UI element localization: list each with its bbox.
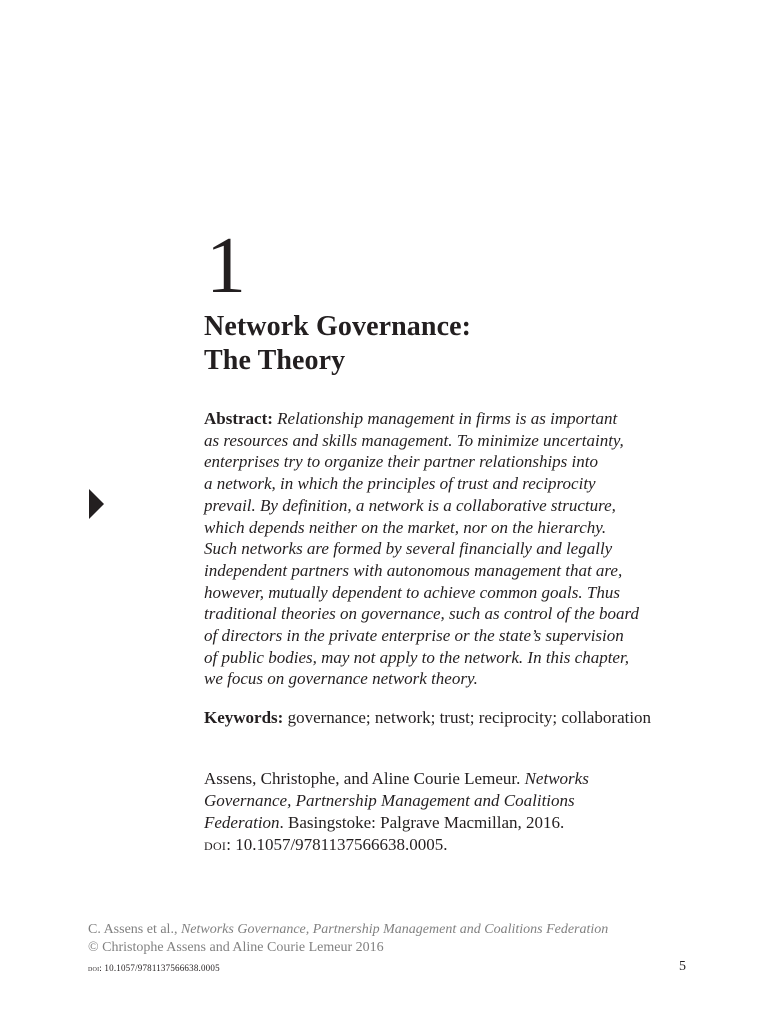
- abstract-line: Such networks are formed by several financially and legally: [204, 539, 613, 559]
- citation-authors: Assens, Christophe, and Aline Courie Lemeur.: [204, 769, 525, 788]
- footer-book-title: Networks Governance, Partnership Management and Coalitions Federation: [180, 922, 609, 937]
- page-marker-arrow-icon: [89, 489, 104, 519]
- abstract-line: which depends neither on the market, nor on the hierarchy.: [204, 517, 607, 537]
- citation-line-2: [204, 790, 684, 812]
- page-number: 5: [679, 959, 686, 974]
- keywords-text: governance; network; trust; reciprocity; collaboration: [283, 708, 652, 727]
- citation-line-3: [204, 812, 684, 834]
- abstract-line: independent partners with autonomous management that are,: [204, 560, 623, 580]
- chapter-title-line-2: The Theory: [204, 345, 346, 376]
- abstract-line: however, mutually dependent to achieve common goals. Thus: [204, 582, 620, 602]
- footer-doi: doi: 10.1057/9781137566638.0005: [88, 963, 220, 973]
- citation-publisher: . Basingstoke: Palgrave Macmillan, 2016.: [279, 813, 565, 832]
- abstract-line: prevail. By definition, a network is a collaborative structure,: [204, 495, 616, 515]
- abstract-line: traditional theories on governance, such as control of the board: [204, 604, 640, 624]
- abstract-label: Abstract:: [204, 409, 273, 428]
- footer-authors: C. Assens et al.,: [88, 922, 181, 937]
- abstract-line: as resources and skills management. To minimize uncertainty,: [204, 430, 624, 450]
- citation-doi-label: doi: [204, 835, 227, 854]
- keywords-label: Keywords:: [204, 708, 284, 727]
- citation: [204, 768, 684, 856]
- abstract-line: of public bodies, may not apply to the network. In this chapter,: [204, 647, 629, 667]
- abstract-line: a network, in which the principles of trust and reciprocity: [204, 474, 596, 494]
- abstract-line: we focus on governance network theory.: [204, 669, 478, 689]
- citation-title-part1: Networks: [524, 769, 589, 788]
- abstract-line: enterprises try to organize their partner relationships into: [204, 452, 598, 472]
- footer-source: [88, 921, 688, 957]
- citation-title-part2: Governance, Partnership Management and Coalitions: [204, 791, 575, 810]
- footer-source-line: [88, 921, 688, 939]
- citation-doi: [204, 834, 684, 856]
- abstract: [204, 408, 694, 690]
- citation-line-1: [204, 768, 684, 790]
- citation-title-part3: Federation: [204, 813, 280, 832]
- chapter-number: 1: [206, 222, 246, 310]
- keywords: [204, 707, 684, 729]
- footer-copyright: © Christophe Assens and Aline Courie Lemeur 2016: [88, 940, 384, 955]
- abstract-line-1: Abstract: Relationship management in firms is as important: [204, 409, 618, 428]
- chapter-title: [204, 310, 471, 378]
- chapter-title-line-1: Network Governance:: [204, 311, 472, 342]
- abstract-line: of directors in the private enterprise or the state’s supervision: [204, 626, 624, 646]
- citation-doi-value: : 10.1057/9781137566638.0005.: [226, 835, 448, 854]
